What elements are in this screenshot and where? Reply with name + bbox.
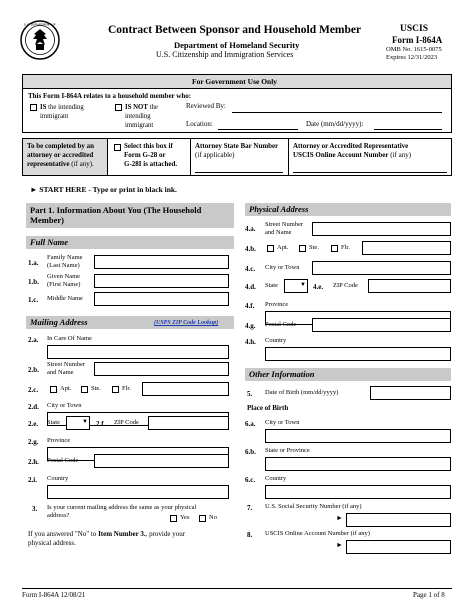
mailing-street-input[interactable]	[94, 362, 229, 376]
physical-apt-checkbox[interactable]	[267, 245, 274, 252]
attorney-left-line1: To be completed by an	[27, 142, 95, 150]
item-2f-number: 2.f.	[96, 420, 106, 428]
item-5-label: Date of Birth (mm/dd/yyyy)	[265, 389, 339, 396]
item-4c-label: City or Town	[265, 264, 300, 271]
footer-rule	[22, 588, 452, 589]
item-4f-number: 4.f.	[245, 302, 255, 310]
given-name-input[interactable]	[94, 274, 229, 288]
part1-title-line2: Member)	[30, 215, 64, 225]
g28-label-line1: Select this box if	[124, 142, 173, 150]
item-4a-label: Street Number	[265, 221, 304, 228]
physical-address-heading: Physical Address	[249, 204, 309, 214]
item-8-number: 8.	[247, 531, 253, 539]
middle-name-input[interactable]	[94, 292, 229, 306]
start-here: ► START HERE - Type or print in black ink.	[30, 185, 177, 194]
same-address-yes-checkbox[interactable]	[170, 515, 177, 522]
item-4h-number: 4.h.	[245, 338, 256, 346]
physical-street-input[interactable]	[312, 222, 451, 236]
mailing-postal-code-input[interactable]	[94, 454, 229, 468]
physical-ste-checkbox[interactable]	[299, 245, 306, 252]
item-3-question-2: address?	[47, 512, 70, 519]
is-not-intending-label: IS NOT the	[125, 104, 158, 111]
is-not-intending-label-line3: immigrant	[125, 122, 154, 129]
date-label: Date (mm/dd/yyyy):	[306, 120, 364, 128]
location-line[interactable]	[218, 129, 298, 130]
usps-zip-lookup-link[interactable]: (USPS ZIP Code Lookup)	[154, 320, 219, 326]
birth-country-input[interactable]	[265, 485, 451, 499]
bar-number-line[interactable]	[195, 172, 283, 173]
item-1b-number: 1.b.	[28, 278, 39, 286]
mailing-flr-checkbox[interactable]	[112, 386, 119, 393]
item-1c-number: 1.c.	[28, 296, 39, 304]
bar-number-label-2: (if applicable)	[195, 151, 235, 159]
item-2b-number: 2.b.	[28, 366, 39, 374]
item-4f-label: Province	[265, 301, 289, 308]
physical-note-line1: If you answered "No" to Item Number 3., provide your	[28, 530, 186, 538]
is-intending-label-line2: immigrant	[40, 113, 69, 120]
is-not-intending-label-line2: intending	[125, 113, 151, 120]
item-5-number: 5.	[247, 390, 253, 398]
physical-note-line2: physical address.	[28, 539, 76, 547]
mailing-apt-label: Apt.	[60, 385, 72, 392]
location-label: Location:	[186, 120, 213, 128]
item-7-number: 7.	[247, 504, 253, 512]
omb-number: OMB No. 1615-0075	[386, 46, 442, 53]
same-address-no-label: No	[209, 514, 217, 521]
is-intending-immigrant-checkbox[interactable]	[30, 104, 37, 111]
g28-label-line2: Form G-28 or	[124, 151, 166, 159]
physical-apt-label: Apt.	[277, 244, 289, 251]
physical-zip-input[interactable]	[368, 279, 451, 293]
physical-postal-code-input[interactable]	[312, 318, 451, 332]
item-1a-number: 1.a.	[28, 259, 39, 267]
item-6c-label: Country	[265, 475, 287, 482]
item-4e-label: ZIP Code	[333, 282, 358, 289]
item-4d-label: State	[265, 282, 278, 289]
item-7-label: U.S. Social Security Number (if any)	[265, 503, 362, 510]
gov-use-title: For Government Use Only	[192, 77, 278, 86]
item-4a-number: 4.a.	[245, 225, 256, 233]
physical-country-input[interactable]	[265, 347, 451, 361]
footer-page-number: Page 1 of 8	[413, 591, 445, 599]
item-4a-label-2: and Name	[265, 229, 292, 236]
is-not-intending-immigrant-checkbox[interactable]	[115, 104, 122, 111]
dhs-seal-logo	[20, 20, 60, 60]
item-4g-number: 4.g.	[245, 322, 256, 330]
mailing-apt-checkbox[interactable]	[50, 386, 57, 393]
physical-ste-label: Ste.	[309, 244, 319, 251]
is-intending-label: IS the intending	[40, 104, 84, 111]
attorney-left-line2: attorney or accredited	[27, 151, 94, 159]
attorney-divider-1	[190, 138, 191, 176]
mailing-country-input[interactable]	[47, 485, 229, 499]
item-4g-label: Postal Code	[265, 321, 297, 328]
g28-attached-checkbox[interactable]	[114, 144, 121, 151]
reviewed-by-label: Reviewed By:	[186, 102, 226, 110]
physical-unit-input[interactable]	[362, 241, 451, 255]
family-name-input[interactable]	[94, 255, 229, 269]
item-6a-label: City or Town	[265, 419, 300, 426]
ssn-arrow-icon: ►	[336, 514, 343, 522]
item-2e-label: State	[47, 419, 60, 426]
mailing-flr-label: Flr.	[122, 385, 131, 392]
full-name-heading: Full Name	[30, 237, 69, 247]
item-3-question: Is your current mailing address the same as your physical	[47, 504, 197, 511]
gov-use-relates: This Form I-864A relates to a household member who:	[28, 92, 192, 100]
item-1b-label: Given Name	[47, 273, 81, 280]
item-2d-number: 2.d.	[28, 403, 39, 411]
other-info-heading: Other Information	[249, 369, 315, 379]
physical-city-input[interactable]	[312, 261, 451, 275]
birth-state-input[interactable]	[265, 457, 451, 471]
item-4e-number: 4.e.	[313, 283, 324, 291]
item-4d-number: 4.d.	[245, 283, 256, 291]
footer-form-edition: Form I-864A 12/08/21	[22, 591, 86, 599]
item-2c-number: 2.c.	[28, 386, 39, 394]
mailing-address-heading: Mailing Address	[30, 317, 88, 327]
item-2a-label: In Care Of Name	[47, 335, 92, 342]
g28-label-line3: G-28I is attached.	[124, 160, 178, 168]
item-1a-label: Family Name	[47, 254, 83, 261]
item-2g-number: 2.g.	[28, 438, 39, 446]
agency-name: U.S. Citizenship and Immigration Services	[156, 50, 294, 59]
item-2d-label: City or Town	[47, 402, 82, 409]
place-of-birth-label: Place of Birth	[247, 404, 289, 412]
physical-flr-checkbox[interactable]	[331, 245, 338, 252]
account-label-1: Attorney or Accredited Representative	[293, 142, 409, 150]
online-account-arrow-icon: ►	[336, 541, 343, 549]
same-address-yes-label: Yes	[180, 514, 190, 521]
department-name: Department of Homeland Security	[174, 40, 300, 50]
item-2f-label: ZIP Code	[114, 419, 139, 426]
item-8-label: USCIS Online Account Number (if any)	[265, 530, 370, 537]
physical-flr-label: Flr.	[341, 244, 350, 251]
birth-city-input[interactable]	[265, 429, 451, 443]
form-id: Form I-864A	[392, 35, 443, 45]
item-1a-label-2: (Last Name)	[47, 262, 80, 269]
item-6b-number: 6.b.	[245, 448, 256, 456]
mailing-zip-input[interactable]	[148, 416, 229, 430]
account-label-2: USCIS Online Account Number (if any)	[293, 151, 412, 159]
item-2b-label-2: and Name	[47, 369, 74, 376]
item-2h-label: Postal Code	[47, 457, 79, 464]
date-of-birth-input[interactable]	[370, 386, 451, 400]
date-line[interactable]	[374, 129, 442, 130]
item-6a-number: 6.a.	[245, 420, 256, 428]
item-6b-label: State or Province	[265, 447, 310, 454]
item-2b-label: Street Number	[47, 361, 86, 368]
ssn-input[interactable]	[346, 513, 451, 527]
item-4b-number: 4.b.	[245, 245, 256, 253]
physical-state-dropdown-icon: ▼	[300, 282, 306, 288]
in-care-of-input[interactable]	[47, 345, 229, 359]
item-1b-label-2: (First Name)	[47, 281, 81, 288]
item-2g-label: Province	[47, 437, 71, 444]
online-account-input[interactable]	[346, 540, 451, 554]
item-6c-number: 6.c.	[245, 476, 256, 484]
mailing-unit-input[interactable]	[142, 382, 229, 396]
mailing-state-dropdown-icon: ▼	[82, 419, 88, 425]
item-4h-label: Country	[265, 337, 287, 344]
item-4c-number: 4.c.	[245, 265, 256, 273]
bar-number-label: Attorney State Bar Number	[195, 142, 279, 150]
part1-title-line1: Part 1. Information About You (The Household	[30, 205, 202, 215]
mailing-ste-label: Ste.	[91, 385, 101, 392]
mailing-ste-checkbox[interactable]	[81, 386, 88, 393]
attorney-divider-2	[288, 138, 289, 176]
svg-text:U.S. DEPARTMENT OF: U.S. DEPARTMENT OF	[23, 22, 57, 27]
attorney-left-line3: representative (if any).	[27, 160, 94, 168]
reviewed-by-line[interactable]	[232, 112, 442, 113]
agency-short: USCIS	[400, 24, 428, 34]
item-2a-number: 2.a.	[28, 336, 39, 344]
same-address-no-checkbox[interactable]	[199, 515, 206, 522]
form-title: Contract Between Sponsor and Household Member	[108, 24, 362, 36]
item-2e-number: 2.e.	[28, 420, 39, 428]
item-2i-number: 2.i.	[28, 476, 37, 484]
item-2i-label: Country	[47, 475, 69, 482]
account-number-line[interactable]	[293, 172, 447, 173]
expiration-date: Expires 12/31/2023	[386, 54, 438, 61]
item-1c-label: Middle Name	[47, 295, 83, 302]
item-2h-number: 2.h.	[28, 458, 39, 466]
item-3-number: 3.	[32, 505, 38, 513]
